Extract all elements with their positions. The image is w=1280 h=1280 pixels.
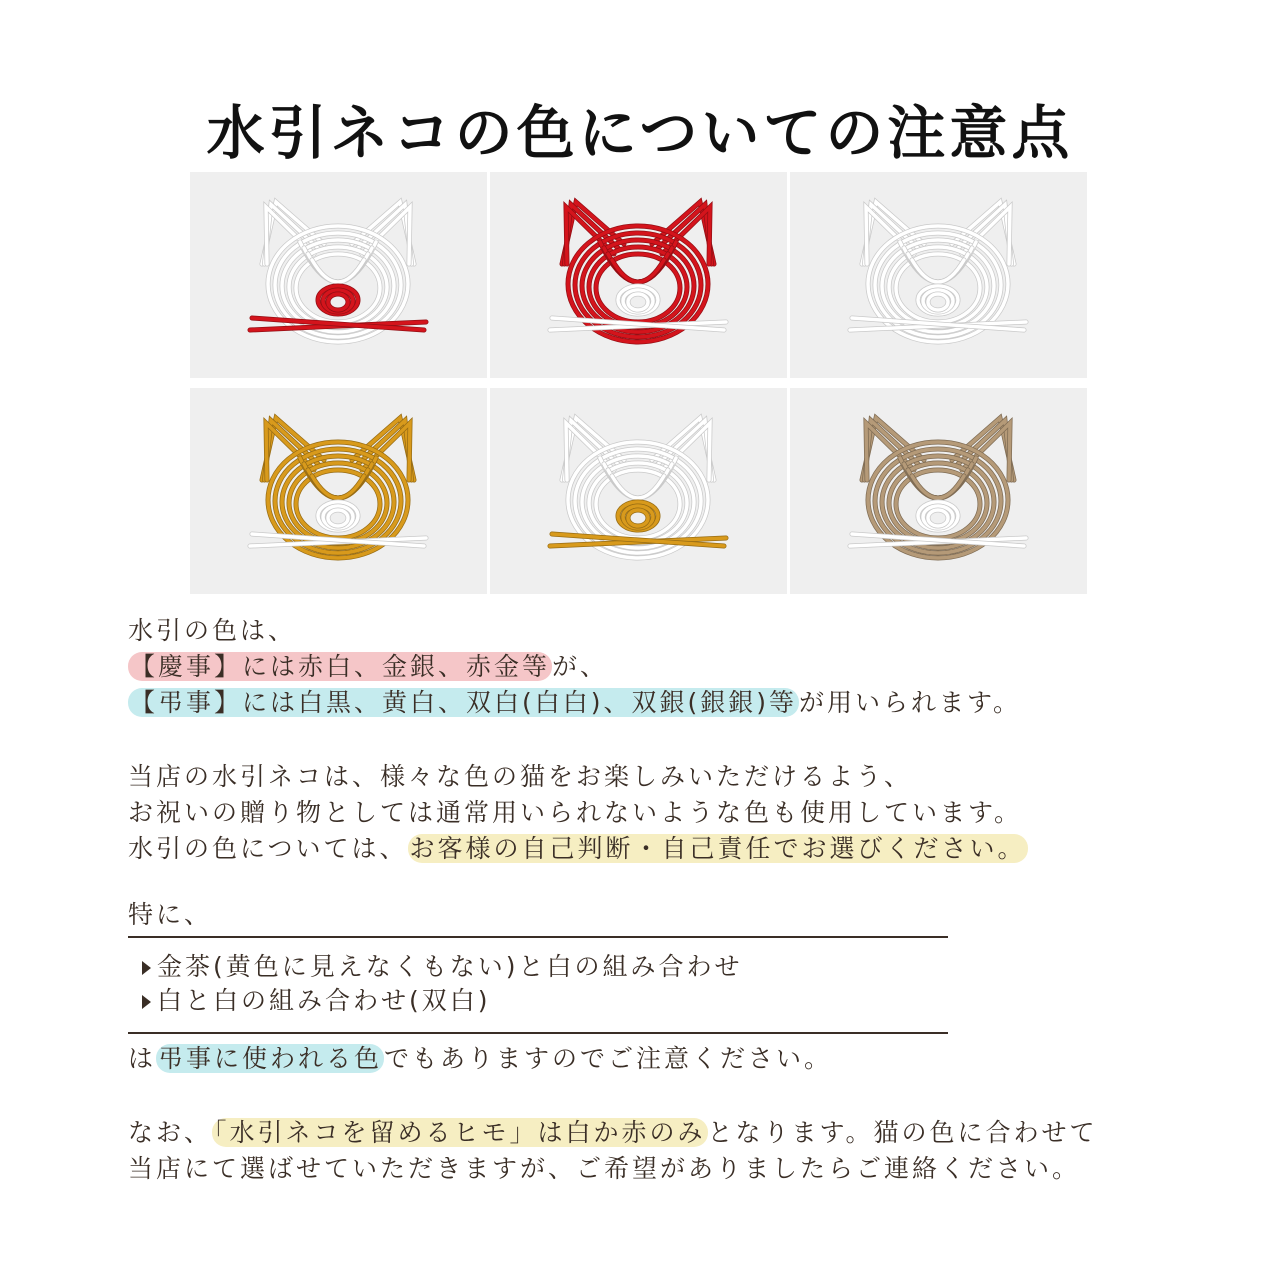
highlight-condolence: 【弔事】には白黒、黄白、双白(白白)、双銀(銀銀)等 — [130, 688, 798, 717]
text: 水引の色については、 — [128, 834, 408, 863]
photo-grid — [190, 172, 1087, 594]
text: 金茶(黄色に見えなくもない)と白の組み合わせ — [157, 952, 743, 981]
list-item — [142, 984, 491, 1018]
photo-white-cat-white-knot — [790, 172, 1087, 378]
mizuhiki-cat-image — [490, 388, 787, 594]
text-line — [128, 686, 1021, 720]
text-line — [128, 614, 296, 648]
text: でもありますのでご注意ください。 — [384, 1044, 833, 1073]
mizuhiki-cat-image — [190, 388, 487, 594]
text: 特に、 — [128, 900, 213, 929]
list-item — [142, 950, 743, 984]
text: 水引の色は、 — [128, 616, 297, 645]
highlight-celebration: 【慶事】には赤白、金銀、赤金等 — [130, 652, 551, 681]
text: 当店にて選ばせていただきますが、ご希望がありましたらご連絡ください。 — [128, 1154, 1081, 1183]
triangle-bullet-icon — [142, 961, 151, 975]
triangle-bullet-icon — [142, 995, 151, 1009]
text-line — [128, 760, 912, 794]
text-line — [128, 1116, 1098, 1150]
text: が用いられます。 — [799, 688, 1022, 717]
divider — [128, 936, 948, 938]
text: 白と白の組み合わせ(双白) — [157, 986, 491, 1015]
text: となります。猫の色に合わせて — [707, 1118, 1098, 1147]
text-line — [128, 898, 212, 932]
divider — [128, 1032, 948, 1034]
mizuhiki-cat-image — [190, 172, 487, 378]
text-line — [128, 1042, 832, 1076]
text-line — [128, 796, 1022, 830]
text: は — [128, 1044, 157, 1073]
mizuhiki-cat-image — [790, 388, 1087, 594]
photo-white-cat-red-knot — [190, 172, 487, 378]
text: なお、 — [128, 1118, 213, 1147]
photo-gold-cat-white-knot — [190, 388, 487, 594]
highlight-condolence-color: 弔事に使われる色 — [158, 1044, 383, 1073]
text: お祝いの贈り物としては通常用いられないような色も使用しています。 — [128, 798, 1023, 827]
photo-white-cat-gold-knot — [490, 388, 787, 594]
photo-beige-cat-white-knot — [790, 388, 1087, 594]
text: 当店の水引ネコは、様々な色の猫をお楽しみいただけるよう、 — [128, 762, 913, 791]
text-line — [128, 650, 608, 684]
highlight-string-note: 「水引ネコを留めるヒモ」は白か赤のみ — [214, 1118, 706, 1147]
photo-red-cat-white-knot — [490, 172, 787, 378]
mizuhiki-cat-image — [490, 172, 787, 378]
text-line — [128, 1152, 1080, 1186]
highlight-self-judgment: お客様の自己判断・自己責任でお選びください。 — [409, 834, 1026, 863]
text: が、 — [552, 652, 609, 681]
page-title: 水引ネコの色についての注意点 — [206, 99, 1074, 167]
text-line — [128, 832, 1028, 866]
mizuhiki-cat-image — [790, 172, 1087, 378]
